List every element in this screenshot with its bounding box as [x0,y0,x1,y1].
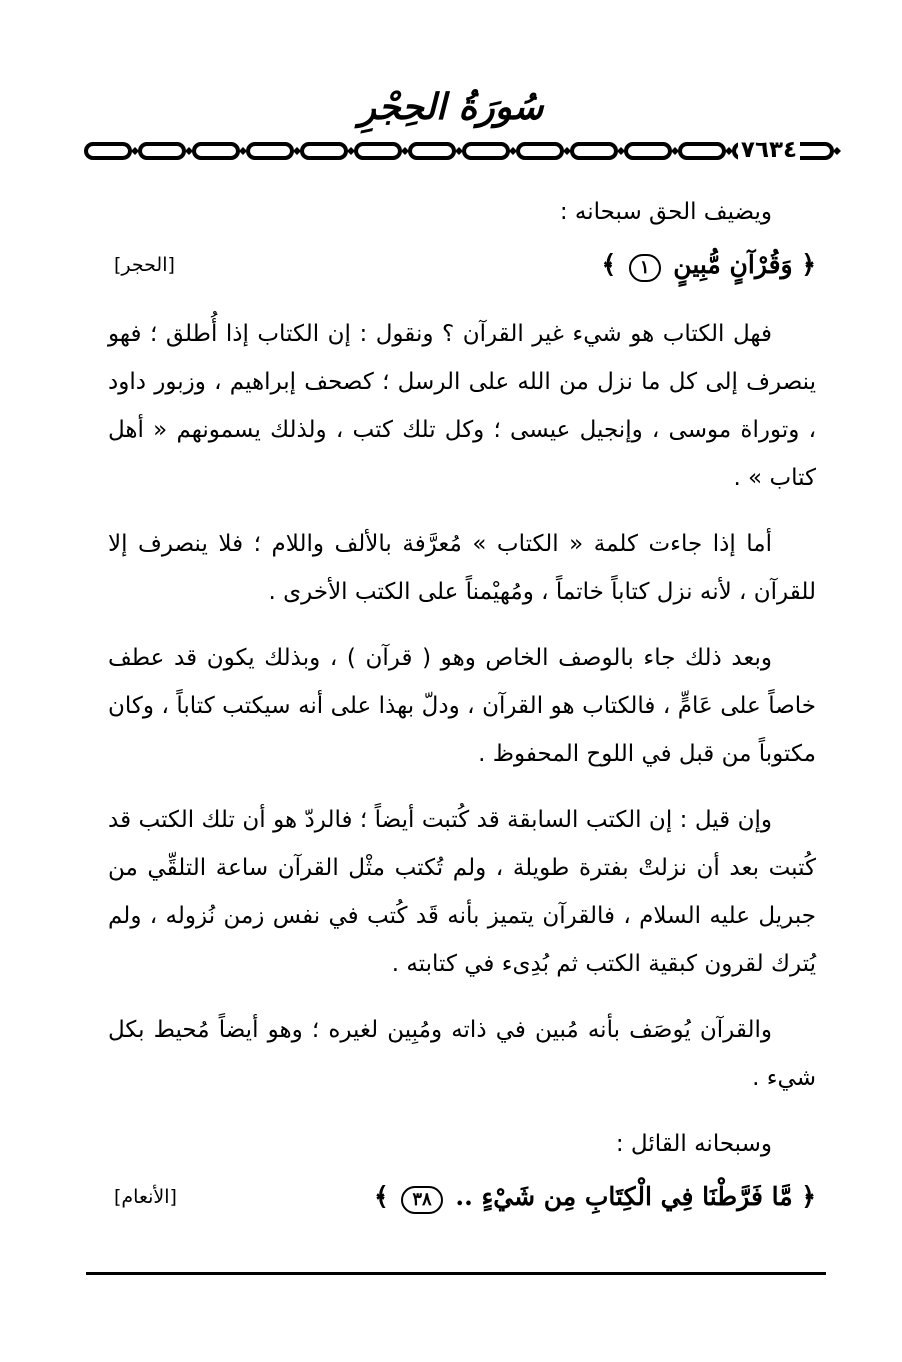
chain-diamond [401,147,409,155]
chain-diamond [239,147,247,155]
chain-link [410,144,454,158]
intro-line: ويضيف الحق سبحانه : [559,199,772,225]
chain-link [572,144,616,158]
page-number: ٧٦٣٤ [738,135,800,165]
chain-diamond [509,147,517,155]
verse-2-reference: [الأنعام] [114,1186,177,1208]
paragraph-2: أما إذا جاءت كلمة « الكتاب » مُعرَّفة بالألف واللام ؛ فلا ينصرف إلا للقرآن ، لأنه نزل كتاباً خاتماً ، ومُهيْمناً على الكتب الأخرى . [108,531,816,605]
chain-diamond [185,147,193,155]
quran-verse-2 [374,1173,816,1221]
paragraph-5: والقرآن يُوصَف بأنه مُبين في ذاته ومُبِين لغيره ؛ وهو أيضاً مُحيط بكل شيء . [108,1017,816,1091]
verse-block-1 [108,240,816,290]
chain-diamond [293,147,301,155]
chain-link [626,144,670,158]
chain-diamond [131,147,139,155]
intro-line-2: وسبحانه القائل : [615,1131,772,1157]
paragraph-3: وبعد ذلك جاء بالوصف الخاص وهو ( قرآن ) ، وبذلك يكون قد عطف خاصاً على عَامٍّ ، فالكتاب هو القرآن ، ودلّ بهذا على أنه سيكتب كتاباً ، وكان مكتوباً من قبل في اللوح المحفوظ . [108,645,816,767]
chain-diamond [455,147,463,155]
surah-title: سُورَةُ الحِجْرِ [358,86,544,128]
chain-link [140,144,184,158]
paragraph-1: فهل الكتاب هو شيء غير القرآن ؟ ونقول : إن الكتاب إذا أُطلق ؛ فهو ينصرف إلى كل ما نزل من الله على الرسل ؛ كصحف إبراهيم ، وزبور داود ، وتوراة موسى ، وإنجيل عيسى ؛ وكل تلك كتب ، ولذلك يسمونهم « أهل كتاب » . [108,321,816,491]
verse-2-text: ﴿ مَّا فَرَّطْنَا فِي الْكِتَابِ مِن شَيْءٍ .. [455,1182,816,1211]
chain-diamond [671,147,679,155]
verse-2-close: ﴾ [373,1182,389,1211]
page-content [108,188,816,1242]
footer-rule [86,1272,826,1275]
chain-link [356,144,400,158]
verse-2-number: ٣٨ [401,1186,442,1214]
chain-diamond [833,147,841,155]
verse-1-close: ﴾ [601,250,617,279]
ornamental-chain-rule [84,138,844,164]
verse-1-reference: [الحجر] [114,254,175,276]
chain-link [194,144,238,158]
verse-block-2 [108,1172,816,1222]
chain-link [302,144,346,158]
paragraph-4: وإن قيل : إن الكتب السابقة قد كُتبت أيضاً ؛ فالردّ هو أن تلك الكتب قد كُتبت بعد أن نزلتْ بفترة طويلة ، ولم تُكتب مثْل القرآن ساعة التلقِّي من جبريل عليه السلام ، فالقرآن يتميز بأنه قَد كُتب في نفس زمن نُزوله ، ولم يُترك لقرون كبقية الكتب ثم بُدِىء في كتابته . [108,807,816,977]
chain-link [518,144,562,158]
chain-link [680,144,724,158]
chain-link [86,144,130,158]
chain-diamond [725,147,733,155]
chain-link [464,144,508,158]
chain-diamond [617,147,625,155]
chain-diamond [563,147,571,155]
verse-1-text: ﴿ وَقُرْآنٍ مُّبِينٍ [673,250,816,279]
verse-1-number: ١ [629,254,661,282]
chain-diamond [347,147,355,155]
quran-verse-1 [602,241,816,289]
chain-link [248,144,292,158]
